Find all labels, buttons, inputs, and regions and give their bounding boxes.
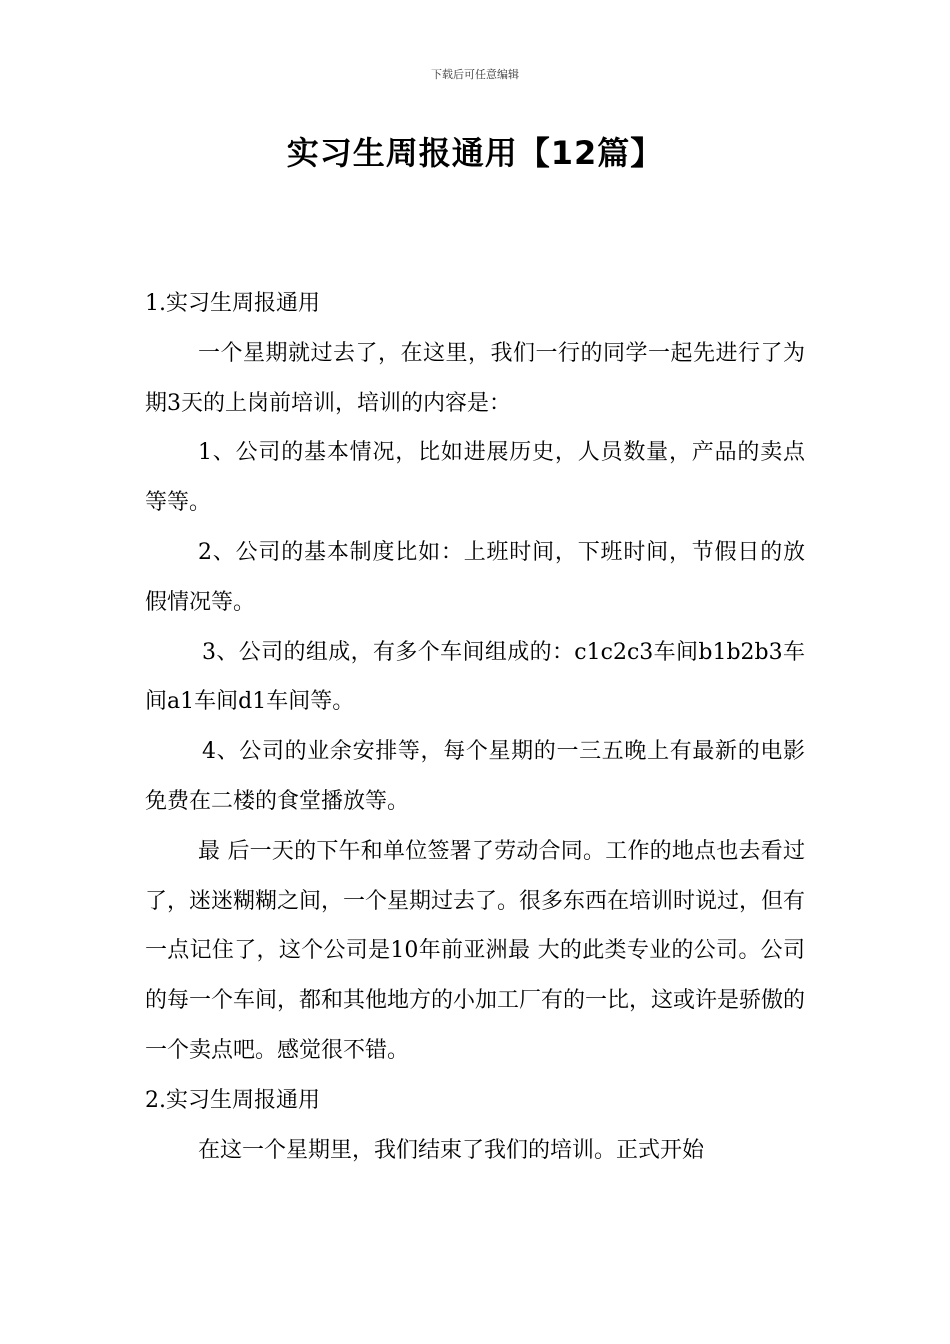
document-body (145, 279, 805, 1175)
paragraph-item-2: 2、公司的基本制度比如：上班时间，下班时间，节假日的放假情况等。 (145, 539, 805, 615)
header-note: 下载后可任意编辑 (431, 68, 519, 81)
paragraph-section-2-start: 在这一个星期里，我们结束了我们的培训。正式开始 (198, 1137, 705, 1163)
paragraph-item-4: 4、公司的业余安排等，每个星期的一三五晚上有最新的电影免费在二楼的食堂播放等。 (145, 739, 805, 814)
paragraph-summary: 最 后一天的下午和单位签署了劳动合同。工作的地点也去看过了，迷迷糊糊之间，一个星期过去了。很多东西在培训时说过，但有一点记住了，这个公司是10年前亚洲最 大的此类专业的公司。公司的每一个车间，都和其他地方的小加工厂有的一比，这或许是骄傲的一个卖点吧。感觉很不错。 (145, 838, 806, 1063)
paragraph-item-1: 1、公司的基本情况，比如进展历史，人员数量，产品的卖点等等。 (145, 440, 805, 516)
paragraph-item-3: 3、公司的组成，有多个车间组成的：c1c2c3车间b1b2b3车间a1车间d1车间等。 (145, 639, 805, 715)
document-title: 实习生周报通用【12篇】 (286, 134, 664, 172)
section-heading-2: 2.实习生周报通用 (145, 1087, 320, 1113)
section-heading-1: 1.实习生周报通用 (145, 291, 320, 316)
paragraph-intro: 一个星期就过去了，在这里，我们一行的同学一起先进行了为期3天的上岗前培训，培训的内容是： (145, 340, 805, 416)
